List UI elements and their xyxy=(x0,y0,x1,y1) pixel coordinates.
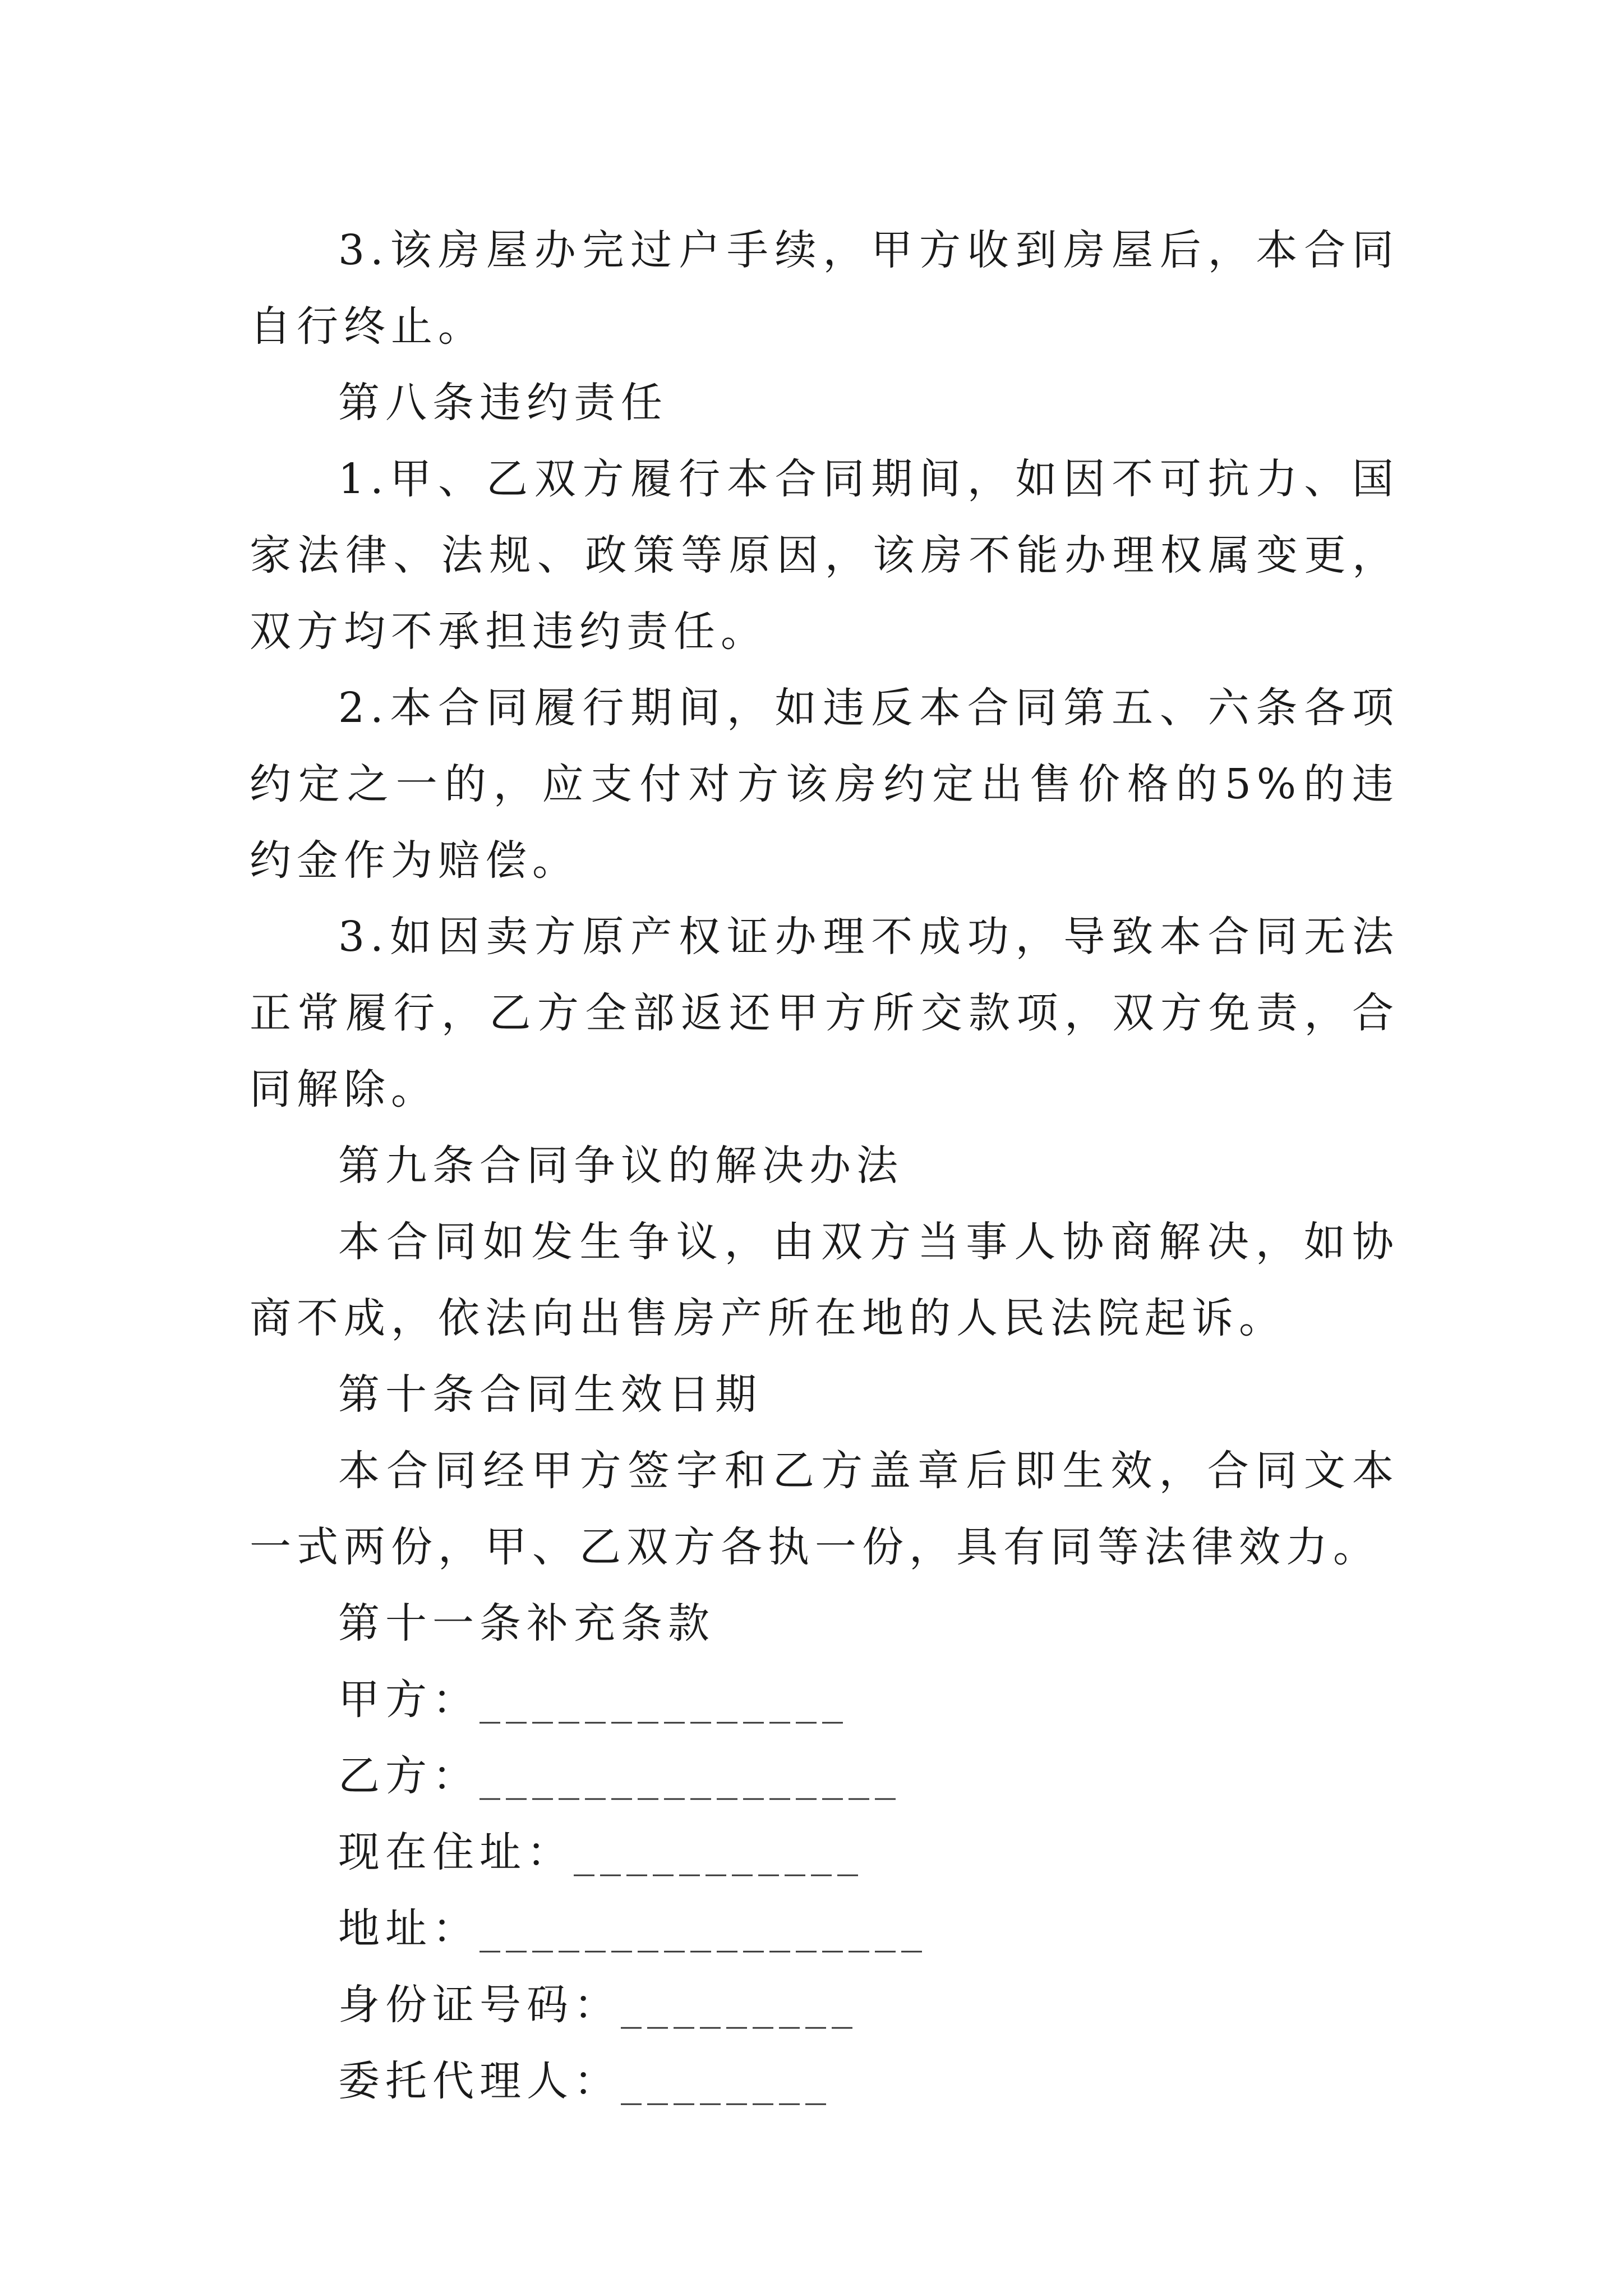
field-label: 乙方： xyxy=(338,1752,479,1800)
field-party-b xyxy=(250,1738,1399,1814)
field-agent xyxy=(250,2043,1399,2119)
paragraph-clause-8-2: 2.本合同履行期间，如违反本合同第五、六条各项约定之一的，应支付对方该房约定出售价格的5%的违约金作为赔偿。 xyxy=(250,684,1399,885)
field-blank-line: _________ xyxy=(621,1981,858,2029)
heading-article-9: 第九条合同争议的解决办法 xyxy=(338,1142,903,1190)
field-blank-line: ________ xyxy=(621,2057,832,2105)
heading-article-8: 第八条违约责任 xyxy=(338,379,668,427)
heading-article-11: 第十一条补充条款 xyxy=(338,1599,715,1648)
field-blank-line: ________________ xyxy=(479,1752,901,1800)
field-party-a xyxy=(250,1662,1399,1738)
paragraph-article-9: 本合同如发生争议，由双方当事人协商解决，如协商不成，依法向出售房产所在地的人民法院起诉。 xyxy=(250,1218,1399,1342)
field-label: 身份证号码： xyxy=(338,1981,621,2029)
field-blank-line: _________________ xyxy=(479,1904,928,1953)
field-address xyxy=(250,1890,1399,1967)
paragraph-clause-7-3: 3.该房屋办完过户手续，甲方收到房屋后，本合同自行终止。 xyxy=(250,226,1399,351)
heading-article-10: 第十条合同生效日期 xyxy=(338,1370,762,1419)
field-blank-line: ______________ xyxy=(479,1676,849,1724)
paragraph-clause-8-3: 3.如因卖方原产权证办理不成功，导致本合同无法正常履行，乙方全部返还甲方所交款项，双方免责，合同解除。 xyxy=(250,913,1399,1114)
field-blank-line: ___________ xyxy=(574,1828,864,1876)
field-label: 委托代理人： xyxy=(338,2057,621,2105)
field-label: 甲方： xyxy=(338,1676,479,1724)
field-label: 地址： xyxy=(338,1904,479,1953)
document-body xyxy=(250,212,1399,2119)
field-current-address xyxy=(250,1814,1399,1890)
paragraph-article-10: 本合同经甲方签字和乙方盖章后即生效，合同文本一式两份，甲、乙双方各执一份，具有同等法律效力。 xyxy=(250,1447,1399,1571)
field-label: 现在住址： xyxy=(338,1828,574,1876)
paragraph-clause-8-1: 1.甲、乙双方履行本合同期间，如因不可抗力、国家法律、法规、政策等原因，该房不能办理权属变更，双方均不承担违约责任。 xyxy=(250,455,1399,656)
field-id-number xyxy=(250,1967,1399,2043)
